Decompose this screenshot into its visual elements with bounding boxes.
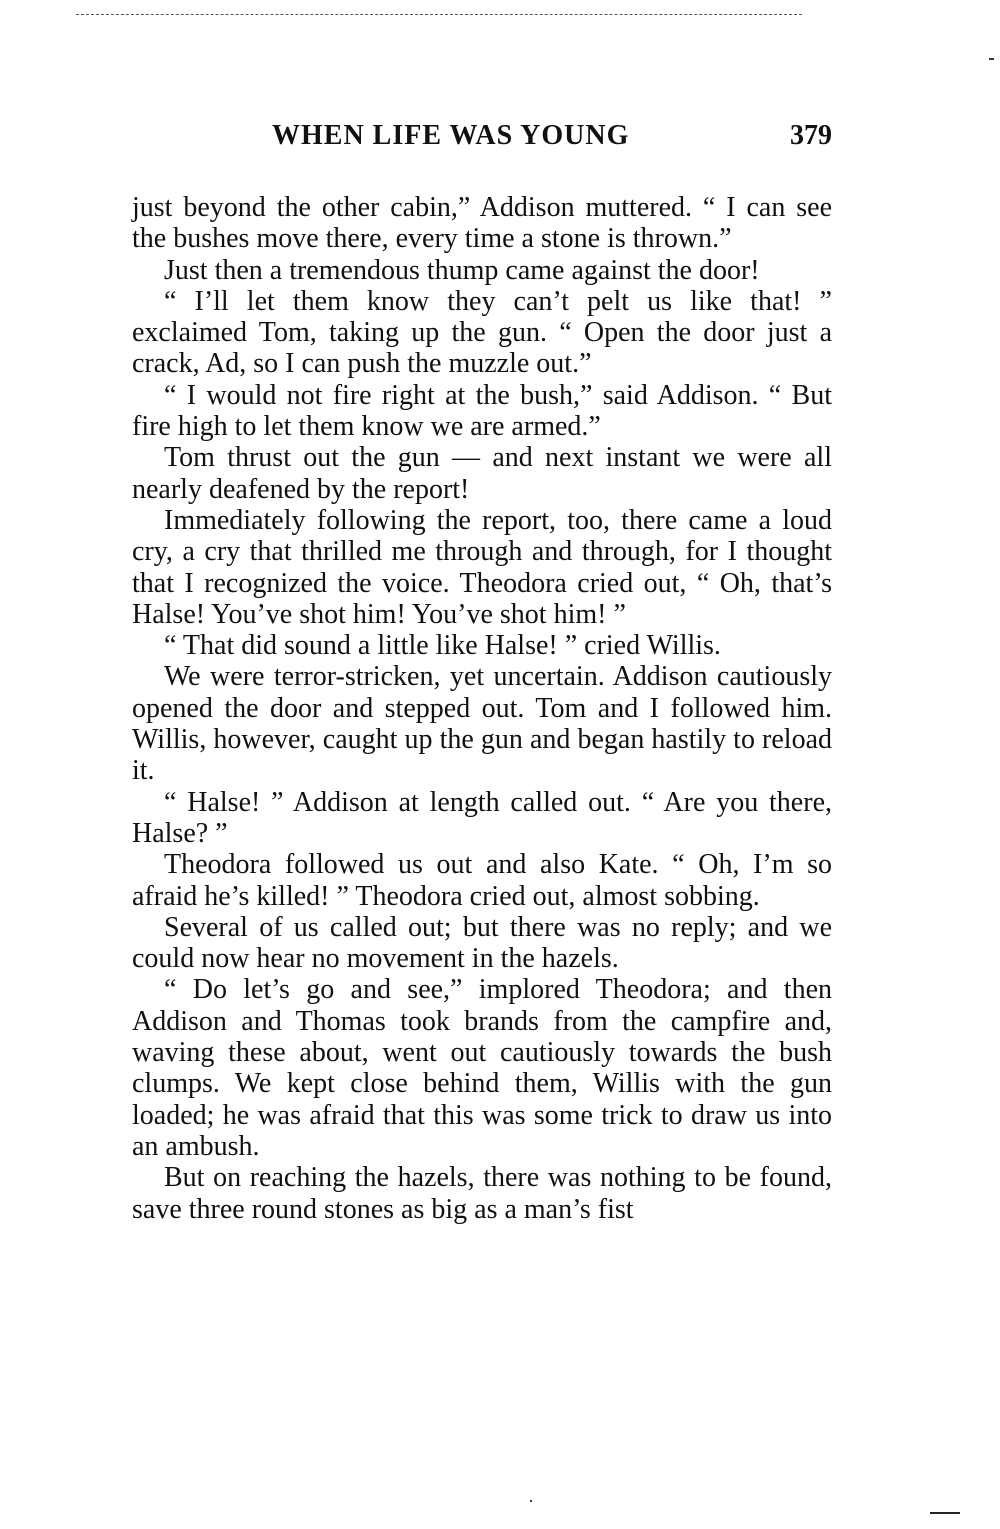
- paragraph: “ That did sound a little like Halse! ” cried Willis.: [164, 630, 721, 662]
- margin-mark: [989, 58, 994, 60]
- paragraph: We were terror-stricken, yet uncertain. Addison cautiously opened the door and stepped out. Tom and I followed him. Willis, however, caught up the gun and began hastily to reload it.: [132, 661, 832, 787]
- paragraph: “ I would not fire right at the bush,” said Addison. “ But fire high to let them know we are armed.”: [132, 379, 832, 443]
- page-number: 379: [790, 120, 832, 151]
- paragraph: Immediately following the report, too, there came a loud cry, a cry that thrilled me through and through, for I thought that I recognized the voice. Theodora cried out, “ Oh, that’s Halse! You’ve shot him! You’ve shot him! ”: [132, 504, 832, 630]
- paragraph: Tom thrust out the gun — and next instant we were all nearly deafened by the report!: [132, 442, 832, 505]
- paragraph: Theodora followed us out and also Kate. “ Oh, I’m so afraid he’s killed! ” Theodora cried out, almost sobbing.: [132, 849, 832, 912]
- paragraph: Several of us called out; but there was no reply; and we could now hear no movement in the hazels.: [132, 911, 832, 975]
- body-text: [132, 192, 832, 1225]
- page-header: [132, 118, 832, 154]
- printer-mark: [530, 1500, 532, 1502]
- paragraph: just beyond the other cabin,” Addison muttered. “ I can see the bushes move there, every time a stone is thrown.”: [132, 192, 832, 255]
- paragraph: But on reaching the hazels, there was nothing to be found, save three round stones as big as a man’s fist: [132, 1162, 832, 1225]
- top-rule: [76, 14, 802, 15]
- margin-mark: [930, 1512, 960, 1514]
- paragraph: “ Halse! ” Addison at length called out. “ Are you there, Halse? ”: [132, 786, 832, 849]
- paragraph: “ Do let’s go and see,” implored Theodora; and then Addison and Thomas took brands from the campfire and, waving these about, went out cautiously towards the bush clumps. We kept close behind them, Willis with the gun loaded; he was afraid that this was some trick to draw us into an ambush.: [132, 974, 832, 1162]
- paragraph: Just then a tremendous thump came against the door!: [164, 254, 760, 286]
- running-title: WHEN LIFE WAS YOUNG: [272, 120, 630, 151]
- paragraph: “ I’ll let them know they can’t pelt us like that! ” exclaimed Tom, taking up the gun. “ Open the door just a crack, Ad, so I can push the muzzle out.”: [132, 285, 832, 380]
